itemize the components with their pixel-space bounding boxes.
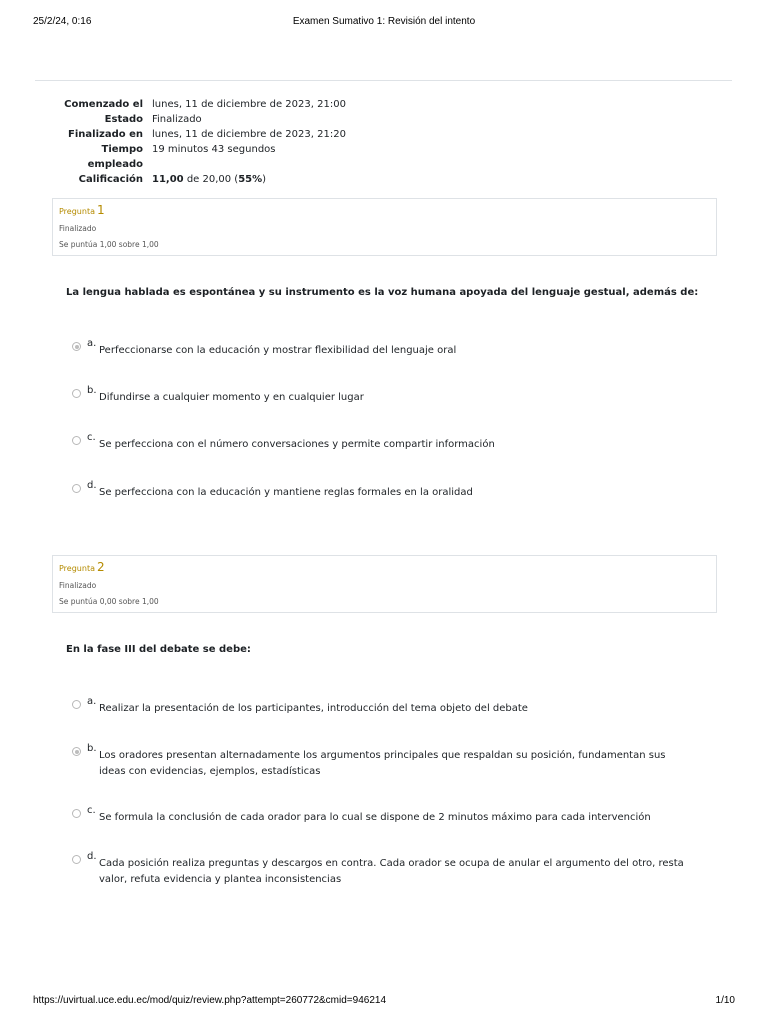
answer-letter: d. — [87, 851, 97, 862]
grade-close: ) — [262, 174, 267, 185]
answer-text: Se perfecciona con la educación y mantiene reglas formales en la oralidad — [99, 487, 473, 498]
divider — [35, 80, 732, 81]
state-label: Estado — [104, 114, 143, 125]
answer-letter: c. — [87, 805, 96, 816]
answer-letter: a. — [87, 338, 97, 349]
answer-letter: d. — [87, 480, 97, 491]
started-label: Comenzado el — [64, 99, 143, 110]
question-1-text: La lengua hablada es espontánea y su instrumento es la voz humana apoyada del lenguaje gestual, además de: — [66, 287, 699, 298]
finished-label: Finalizado en — [68, 129, 143, 140]
summary-row-started — [40, 97, 460, 112]
question-prefix: Pregunta — [59, 564, 95, 573]
summary-row-state — [40, 112, 460, 127]
grade-value — [152, 172, 460, 187]
print-title: Examen Sumativo 1: Revisión del intento — [292, 16, 476, 27]
question-state: Finalizado — [59, 224, 97, 233]
summary-row-grade — [40, 172, 460, 187]
question-num: 2 — [96, 560, 105, 574]
grade-label: Calificación — [78, 174, 143, 185]
question-2-text: En la fase III del debate se debe: — [66, 644, 251, 655]
question-2-info — [52, 555, 717, 613]
answer-letter: b. — [87, 385, 97, 396]
question-prefix: Pregunta — [59, 207, 95, 216]
started-value: lunes, 11 de diciembre de 2023, 21:00 — [152, 99, 346, 110]
finished-value: lunes, 11 de diciembre de 2023, 21:20 — [152, 129, 346, 140]
state-value: Finalizado — [152, 114, 202, 125]
q1-answer-b[interactable] — [72, 387, 692, 406]
q2-answer-d[interactable] — [72, 853, 692, 888]
answer-text: Los oradores presentan alternadamente los argumentos principales que respaldan su posición, fundamentan sus ideas con evidencias, ejemplos, estadísticas — [99, 750, 666, 777]
answer-text: Perfeccionarse con la educación y mostrar flexibilidad del lenguaje oral — [99, 345, 457, 356]
radio-button[interactable] — [72, 809, 81, 818]
q2-answer-b[interactable] — [72, 745, 692, 780]
summary-row-finished — [40, 127, 460, 142]
question-num: 1 — [96, 203, 105, 217]
print-header — [33, 16, 735, 30]
page-count: 1/10 — [715, 995, 735, 1006]
q1-answer-a[interactable] — [72, 340, 692, 359]
attempt-summary — [40, 97, 460, 187]
answer-text: Cada posición realiza preguntas y descargos en contra. Cada orador se ocupa de anular el argumento del otro, resta valor, refuta evidencia y plantea inconsistencias — [99, 858, 684, 885]
radio-button[interactable] — [72, 436, 81, 445]
print-footer — [33, 995, 735, 1009]
answer-letter: b. — [87, 743, 97, 754]
radio-button[interactable] — [72, 855, 81, 864]
summary-row-time — [40, 142, 460, 172]
time-label — [40, 142, 152, 172]
grade-of: de 20,00 ( — [183, 174, 239, 185]
page-url: https://uvirtual.uce.edu.ec/mod/quiz/review.php?attempt=260772&cmid=946214 — [33, 995, 387, 1006]
question-grade: Se puntúa 1,00 sobre 1,00 — [59, 240, 159, 249]
radio-button[interactable] — [72, 484, 81, 493]
time-label-line2: empleado — [87, 159, 143, 170]
time-value: 19 minutos 43 segundos — [152, 144, 276, 155]
question-1-info — [52, 198, 717, 256]
radio-button[interactable] — [72, 389, 81, 398]
time-label-line1: Tiempo — [101, 144, 143, 155]
answer-text: Se formula la conclusión de cada orador para lo cual se dispone de 2 minutos máximo para cada intervención — [99, 812, 651, 823]
q1-answer-d[interactable] — [72, 482, 692, 501]
q1-answer-c[interactable] — [72, 434, 692, 453]
answer-text: Difundirse a cualquier momento y en cualquier lugar — [99, 392, 364, 403]
radio-button[interactable] — [72, 747, 81, 756]
question-number — [59, 560, 710, 578]
answer-text: Realizar la presentación de los participantes, introducción del tema objeto del debate — [99, 703, 528, 714]
question-number — [59, 203, 710, 221]
answer-letter: c. — [87, 432, 96, 443]
radio-button[interactable] — [72, 700, 81, 709]
radio-button[interactable] — [72, 342, 81, 351]
question-grade: Se puntúa 0,00 sobre 1,00 — [59, 597, 159, 606]
question-state: Finalizado — [59, 581, 97, 590]
grade-percent: 55% — [238, 174, 263, 185]
q2-answer-a[interactable] — [72, 698, 692, 717]
answer-letter: a. — [87, 696, 97, 707]
q2-answer-c[interactable] — [72, 807, 692, 826]
print-date: 25/2/24, 0:16 — [33, 16, 92, 27]
answer-text: Se perfecciona con el número conversaciones y permite compartir información — [99, 439, 495, 450]
grade-score: 11,00 — [152, 174, 184, 185]
